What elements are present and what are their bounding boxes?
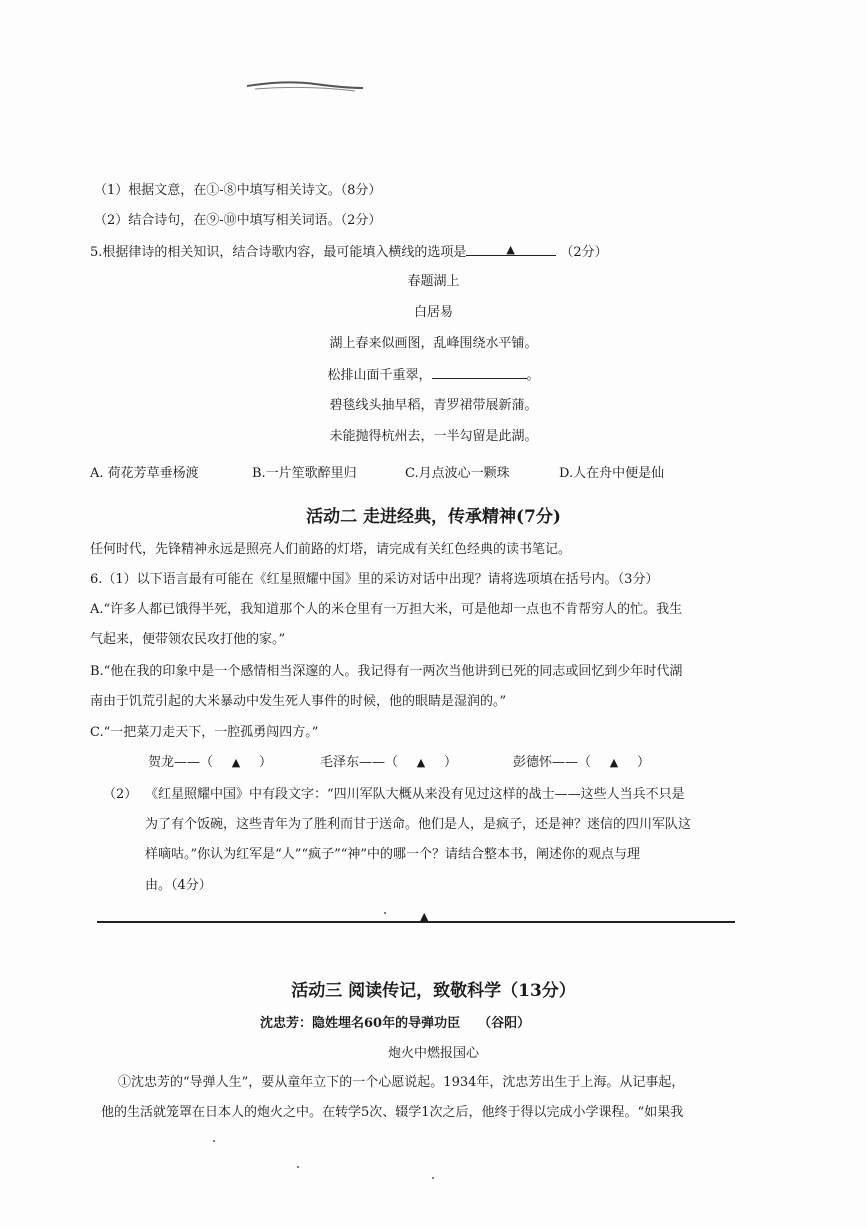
match-maozedong-close: ） [444,755,458,770]
scan-mark [245,80,365,92]
quote-c: C.“一把菜刀走天下，一腔孤勇闯四方。” [90,725,319,740]
section-title: 炮火中燃报国心 [387,1046,479,1061]
q6-2-line-4: 由。（4分） [145,878,212,893]
q5-answer-blank[interactable] [466,243,556,256]
match-pengdehuai-close: ） [637,755,651,770]
quote-b-line-2: 南由于饥荒引起的大米暴动中发生死人事件的时候，他的眼睛是湿润的。” [90,694,507,709]
match-helong-label: 贺龙——（ [148,755,214,770]
match-helong-close: ） [259,755,273,770]
match-maozedong [320,754,457,772]
match-helong-blank[interactable] [213,754,259,772]
para1-line-2: 他的生活就笼罩在日本人的炮火之中。在转学5次、辍学1次之后，他终于得以完成小学课程。“如果我 [101,1105,684,1120]
option-c: C.月点波心一颗珠 [405,466,510,481]
option-a: A. 荷花芳草垂杨渡 [90,466,199,481]
match-maozedong-mark: ▲ [416,756,426,769]
article-author: （谷阳） [478,1016,531,1031]
q6-2-line-3: 样嘀咕。”你认为红军是“人”“疯子”“神”中的哪一个？请结合整本书，阐述你的观点与理 [145,847,641,862]
match-pengdehuai-blank[interactable] [591,754,637,772]
q5-blank-mark: ▲ [506,243,515,256]
quote-b-line-1: B.“他在我的印象中是一个感情相当深邃的人。我记得有一两次当他讲到已死的同志或回忆到少年时代湖 [90,664,683,679]
match-pengdehuai [513,754,650,772]
poem-title: 春题湖上 [407,274,460,289]
answer-mark: ▲ [420,910,429,923]
poem-author: 白居易 [413,305,453,320]
article-title-row [260,1015,530,1033]
q5-stem: 5.根据律诗的相关知识，结合诗歌内容，最可能填入横线的选项是 [90,245,467,260]
poem-blank[interactable] [432,366,527,379]
q4-sub2: （2）结合诗句，在⑨-⑩中填写相关词语。（2分） [94,213,382,228]
poem-line-4: 未能抛得杭州去，一半勾留是此湖。 [329,429,538,444]
poem-line-2 [0,366,867,385]
poem-line-2-suffix: 。 [526,368,540,383]
poem-line-2-prefix: 松排山面千重翠， [327,368,432,383]
activity2-heading: 活动二 走进经典，传承精神(7分) [306,507,561,527]
activity3-heading: 活动三 阅读传记，致敬科学（13分） [291,981,576,1001]
quote-a-line-2: 气起来，便带领农民攻打他的家。” [90,632,286,647]
match-pengdehuai-mark: ▲ [609,756,619,769]
scan-dot [213,1140,215,1142]
q4-sub1: （1）根据文意，在①-⑧中填写相关诗文。（8分） [94,183,382,198]
match-helong [148,754,272,772]
poem-line-3: 碧毯线头抽早稻，青罗裙带展新蒲。 [329,398,538,413]
q5-score: （2分） [560,245,608,260]
scan-dot [297,1166,299,1168]
scan-dot [384,912,386,914]
q6-2-number: （2） [103,787,138,802]
match-maozedong-label: 毛泽东——（ [320,755,399,770]
quote-a-line-1: A.“许多人都已饿得半死，我知道那个人的米仓里有一万担大米，可是他却一点也不肯帮穷人的忙。我生 [90,602,683,617]
activity2-intro: 任何时代，先锋精神永远是照亮人们前路的灯塔，请完成有关红色经典的读书笔记。 [90,542,572,557]
q5-question [90,243,608,262]
poem-line-1: 湖上春来似画图，乱峰围绕水平铺。 [329,336,538,351]
q6-1: 6.（1）以下语言最有可能在《红星照耀中国》里的采访对话中出现？请将选项填在括号内。（3分） [90,572,659,587]
match-maozedong-blank[interactable] [398,754,444,772]
option-b: B.一片笙歌醉里归 [252,466,357,481]
match-helong-mark: ▲ [231,756,241,769]
match-pengdehuai-label: 彭德怀——（ [513,755,592,770]
option-d: D.人在舟中便是仙 [559,466,665,481]
scan-dot [432,1177,434,1179]
answer-line[interactable] [97,921,735,923]
para1-line-1: ①沈忠芳的“导弹人生”，要从童年立下的一个心愿说起。1934年，沈忠芳出生于上海。从记事起， [118,1075,685,1090]
q6-2-line-2: 为了有个饭碗，这些青年为了胜利而甘于送命。他们是人，是疯子，还是神？迷信的四川军队这 [145,817,692,832]
article-title: 沈忠芳：隐姓埋名60年的导弹功臣 [260,1016,461,1031]
q6-2-line-1: 《红星照耀中国》中有段文字：“四川军队大概从来没有见过这样的战士——这些人当兵不只是 [145,787,685,802]
